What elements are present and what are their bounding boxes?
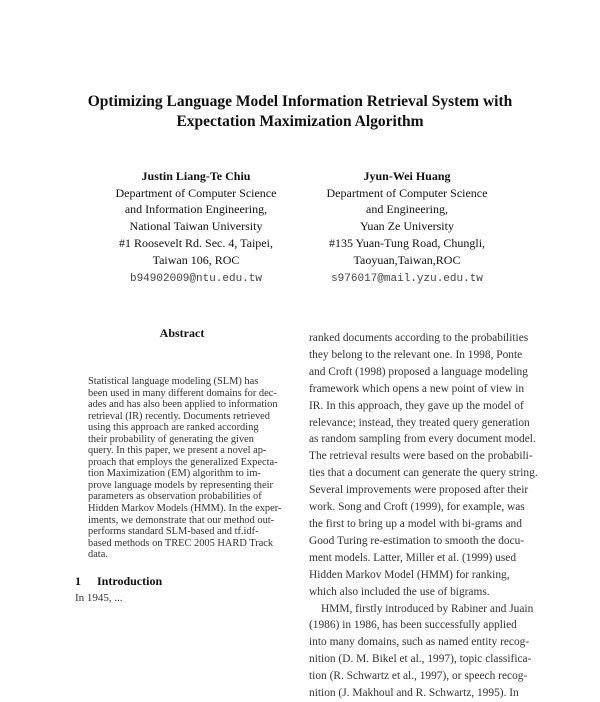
title-line: Expectation Maximization Algorithm [176,113,424,130]
section-heading-introduction [75,574,162,589]
body-line: the first to bring up a model with bi-grams and [309,517,522,530]
body-line: tion (R. Schwartz et al., 1997), or speech recog- [309,670,528,683]
body-line: (1986) in 1986, has been successfully applied [309,619,517,632]
author-affiliation-line: and Information Engineering, [124,202,268,217]
section-title: Introduction [97,574,163,588]
abstract-line: their probability of generating the given [88,433,254,445]
abstract-line: performs standard SLM-based and tf.idf- [88,526,259,538]
abstract-line: prove language models by representing their [88,479,273,491]
body-line: Good Turing re-estimation to smooth the docu- [309,534,525,547]
body-line: into many domains, such as named entity recog- [309,636,530,649]
abstract-line: tion Maximization (EM) algorithm to im- [88,468,261,480]
author-affiliation-line: Department of Computer Science [326,185,488,200]
body-line: ment models. Latter, Miller et al. (1999) used [309,551,517,564]
abstract-line: ades and has also been applied to information [88,399,278,411]
author-affiliation-line: Department of Computer Science [115,185,277,200]
body-line: framework which opens a new point of view in [309,382,525,395]
body-line: relevance; instead, they treated query generation [309,416,530,429]
abstract-line: based methods on TREC 2005 HARD Track [88,537,274,549]
author-affiliation-line: #135 Yuan-Tung Road, Chungli, [328,235,486,250]
author-block-2 [287,168,527,288]
body-line: and Croft (1998) proposed a language modeling [309,365,528,378]
abstract-line: been used in many different domains for dec- [88,387,277,399]
abstract-line: data. [88,549,108,561]
abstract-heading: Abstract [159,326,205,340]
section-number: 1 [75,574,81,588]
abstract-line: using this approach are ranked according [88,422,259,434]
author-affiliation-line: and Engineering, [366,202,448,217]
body-column-right [309,330,538,702]
body-line: as random sampling from every document model. [309,433,536,446]
author-name: Jyun-Wei Huang [363,169,451,183]
author-name: Justin Liang-Te Chiu [141,169,251,183]
abstract-line: parameters as observation probabilities of [88,491,262,503]
abstract-line: retrieval (IR) recently. Documents retrieved [88,410,270,422]
abstract-line: Hidden Markov Models (HMM). In the exper- [88,503,282,515]
body-line: work. Song and Croft (1999), for example, was [309,501,525,514]
abstract-line: query. In this paper, we present a novel ap- [88,445,267,457]
abstract-body [88,376,282,561]
author-affiliation-line: Yuan Ze University [360,219,454,234]
author-email: b94902009@ntu.edu.tw [129,273,263,286]
body-line: ties that a document can generate the query string. [309,467,538,480]
paper-title [40,92,560,132]
body-line: nition (D. M. Bikel et al., 1997), topic classifica- [309,653,532,666]
body-line: nition (J. Makhoul and R. Schwartz, 1995). In [309,687,519,700]
author-block-1 [76,168,316,288]
body-line: Several improvements were proposed after their [309,484,529,497]
author-affiliation-line: #1 Roosevelt Rd. Sec. 4, Taipei, [119,235,273,250]
abstract-line: Statistical language modeling (SLM) has [88,376,259,387]
body-line: The retrieval results were based on the probabili- [309,450,533,463]
body-line: which also included the use of bigrams. [309,585,490,598]
author-affiliation-line: National Taiwan University [129,219,263,234]
author-affiliation-line: Taoyuan,Taiwan,ROC [353,252,461,267]
abstract-line: iments, we demonstrate that our method out- [88,514,275,526]
author-affiliation-line: Taiwan 106, ROC [152,252,240,267]
body-line: Hidden Markov Model (HMM) for ranking, [309,568,510,581]
abstract-line: proach that employs the generalized Expecta- [88,456,278,468]
body-line: IR. In this approach, they gave up the model of [309,399,524,412]
intro-text-cut: In 1945, ... [75,592,123,604]
body-line: ranked documents according to the probabilities [309,332,529,344]
body-line: they belong to the relevant one. In 1998, Ponte [309,348,523,361]
author-email: s976017@mail.yzu.edu.tw [331,273,483,286]
body-line: HMM, firstly introduced by Rabiner and Juain [321,602,534,615]
title-line: Optimizing Language Model Information Retrieval System with [87,93,513,110]
